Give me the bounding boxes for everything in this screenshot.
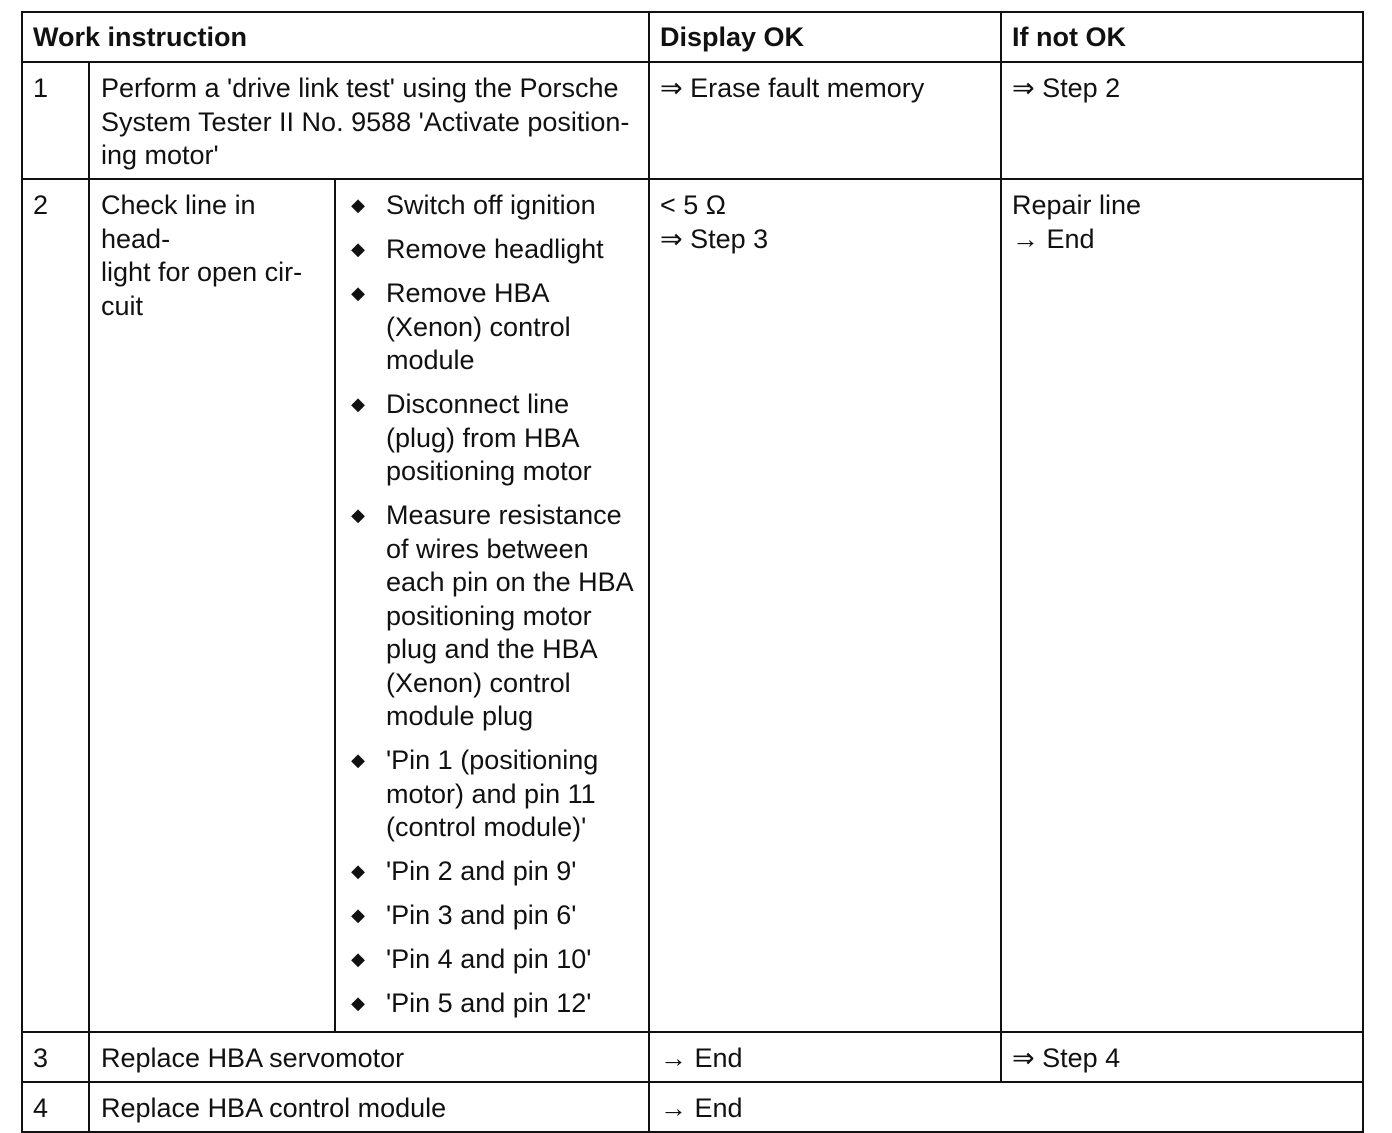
table-row — [22, 179, 1363, 1032]
diamond-bullet-icon: ◆ — [351, 239, 365, 259]
list-item: ◆ 'Pin 3 and pin 6' — [348, 899, 640, 933]
display-ok-cell: → End — [649, 1032, 1001, 1082]
list-item: ◆ Remove headlight — [348, 233, 640, 267]
table-row — [22, 1082, 1363, 1132]
instruction-text: Perform a 'drive link test' using the Porsche System Tester II No. 9588 'Activate position- ing motor' — [89, 62, 649, 179]
if-not-ok-cell — [1001, 179, 1363, 1032]
list-item: ◆ Measure resistance of wires between each pin on the HBA positioning motor plug and the HBA (Xenon) control module plug — [348, 499, 640, 734]
sub-steps-list — [336, 180, 648, 1021]
display-ok-cell — [649, 179, 1001, 1032]
if-not-ok-cell: ⇒ Step 4 — [1001, 1032, 1363, 1082]
diamond-bullet-icon: ◆ — [351, 750, 365, 770]
repair-action: Repair line — [1012, 190, 1142, 220]
diamond-bullet-icon: ◆ — [351, 505, 365, 525]
diamond-bullet-icon: ◆ — [351, 861, 365, 881]
list-item: ◆ Remove HBA (Xenon) control module — [348, 277, 640, 378]
sub-steps-cell — [335, 179, 649, 1032]
instruction-text: Check line in head- light for open cir- cuit — [89, 179, 335, 1032]
list-item: ◆ 'Pin 5 and pin 12' — [348, 987, 640, 1021]
header-display-ok: Display OK — [649, 12, 1001, 62]
header-work-instruction: Work instruction — [22, 12, 649, 62]
list-item: ◆ 'Pin 2 and pin 9' — [348, 855, 640, 889]
list-item: ◆ 'Pin 4 and pin 10' — [348, 943, 640, 977]
step-number: 3 — [22, 1032, 89, 1082]
display-ok-cell: → End — [649, 1082, 1363, 1132]
header-if-not-ok: If not OK — [1001, 12, 1363, 62]
table-row — [22, 62, 1363, 179]
instruction-text: Replace HBA servomotor — [89, 1032, 649, 1082]
list-item: ◆ Switch off ignition — [348, 189, 640, 223]
table-row — [22, 1032, 1363, 1082]
step-number: 4 — [22, 1082, 89, 1132]
diamond-bullet-icon: ◆ — [351, 949, 365, 969]
diamond-bullet-icon: ◆ — [351, 993, 365, 1013]
next-step: ⇒ Step 3 — [660, 223, 769, 254]
table-header-row — [22, 12, 1363, 62]
step-number: 2 — [22, 179, 89, 1032]
diamond-bullet-icon: ◆ — [351, 905, 365, 925]
instruction-text: Replace HBA control module — [89, 1082, 649, 1132]
diamond-bullet-icon: ◆ — [351, 283, 365, 303]
diamond-bullet-icon: ◆ — [351, 394, 365, 414]
if-not-ok-cell: ⇒ Step 2 — [1001, 62, 1363, 179]
resistance-value: < 5 Ω — [660, 190, 726, 220]
step-number: 1 — [22, 62, 89, 179]
diamond-bullet-icon: ◆ — [351, 195, 365, 215]
display-ok-cell: ⇒ Erase fault memory — [649, 62, 1001, 179]
work-instruction-table — [21, 11, 1364, 1133]
list-item: ◆ Disconnect line (plug) from HBA positioning motor — [348, 388, 640, 489]
list-item: ◆ 'Pin 1 (positioning motor) and pin 11 (control module)' — [348, 744, 640, 845]
next-step: → End — [1012, 223, 1095, 254]
